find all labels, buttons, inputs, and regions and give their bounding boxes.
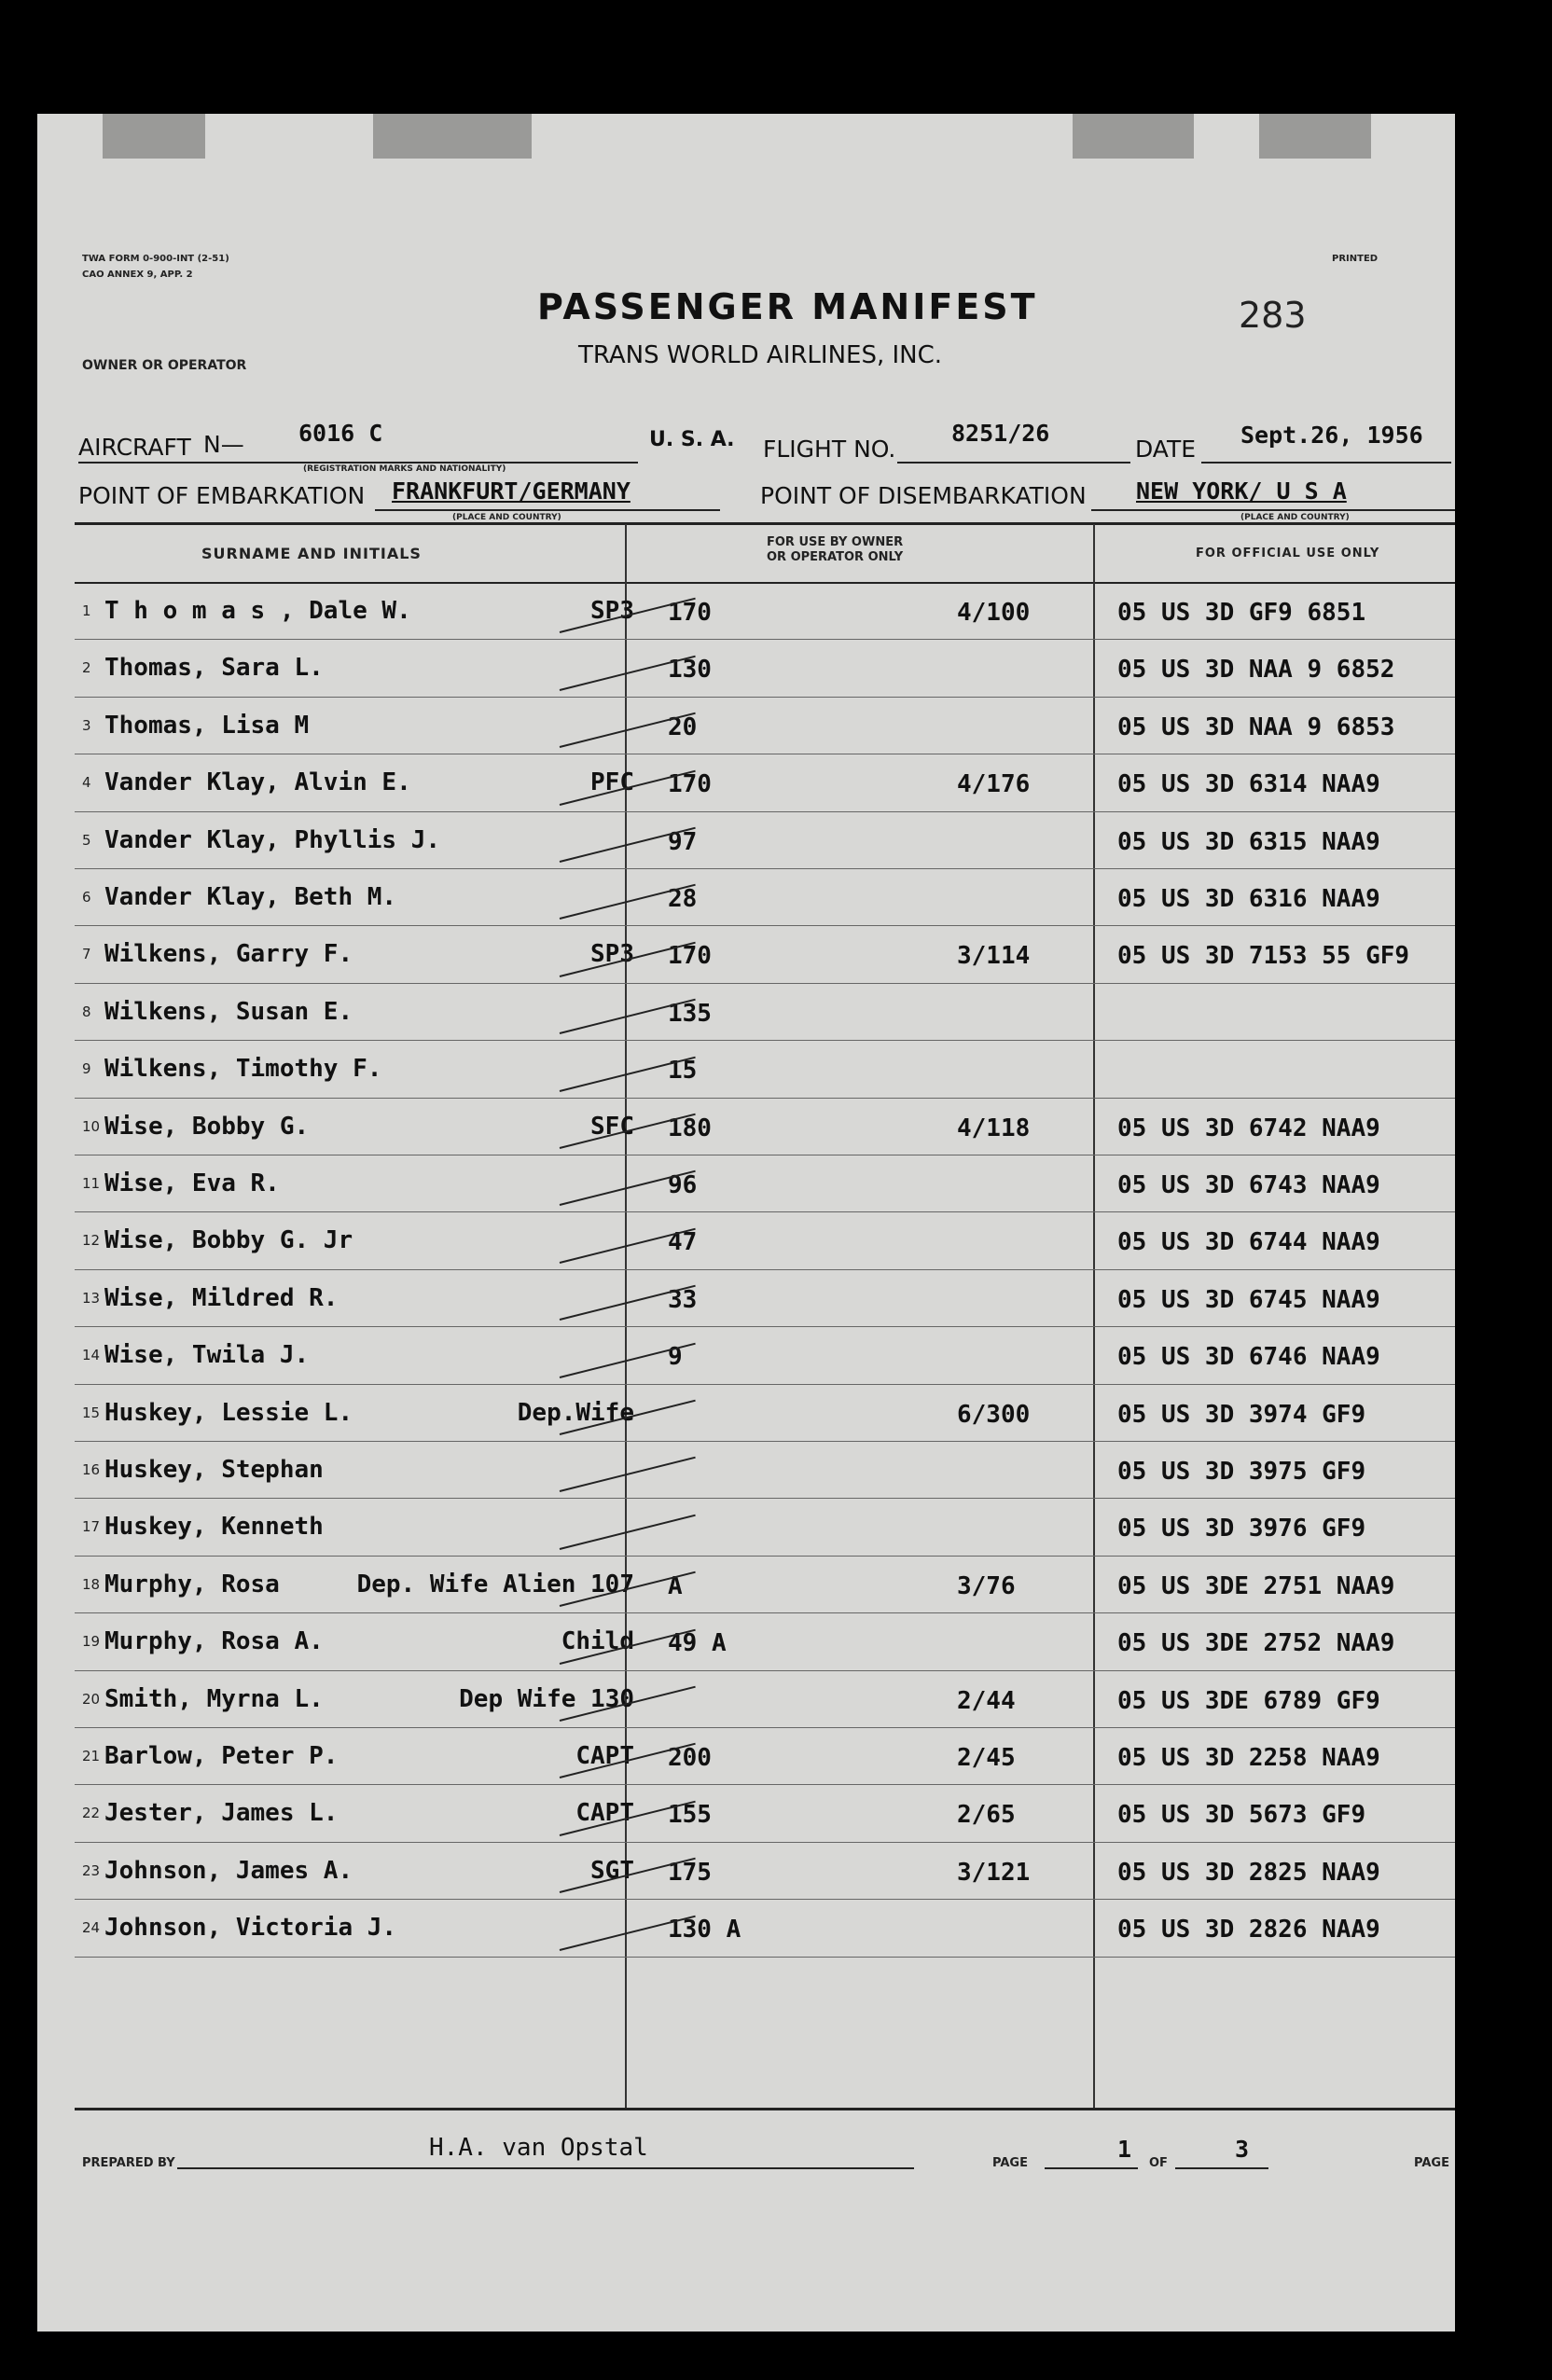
airline-name: TRANS WORLD AIRLINES, INC. xyxy=(578,341,943,369)
rule xyxy=(1175,2167,1268,2169)
embark-label: POINT OF EMBARKATION xyxy=(78,482,366,509)
row-number: 7 xyxy=(82,946,91,963)
passenger-name: Wilkens, Susan E. xyxy=(104,997,353,1026)
manifest-sheet xyxy=(37,114,1455,2332)
baggage: 4/118 xyxy=(957,1114,1031,1142)
row-number: 1 xyxy=(82,602,91,619)
row-rule xyxy=(75,1899,1455,1900)
passenger-name: Jester, James L. xyxy=(104,1799,339,1828)
table-row xyxy=(37,1273,1455,1330)
row-number: 21 xyxy=(82,1748,101,1764)
table-row xyxy=(37,1044,1455,1100)
official-code: 05 US 3D NAA 9 6852 xyxy=(1117,656,1395,685)
passenger-rank: Dep Wife 130 xyxy=(459,1684,634,1713)
row-rule xyxy=(75,1957,1455,1958)
rule xyxy=(78,462,638,464)
binding-tab xyxy=(373,114,532,159)
table-row xyxy=(37,1616,1455,1673)
disembark-caption: (PLACE AND COUNTRY) xyxy=(1240,513,1350,522)
date-value: Sept.26, 1956 xyxy=(1240,422,1423,449)
passenger-name: Wise, Bobby G. xyxy=(104,1112,310,1141)
passenger-name: Vander Klay, Phyllis J. xyxy=(104,825,441,854)
aircraft-prefix: N— xyxy=(203,431,244,458)
official-code: 05 US 3D 6742 NAA9 xyxy=(1117,1114,1380,1142)
col-name-header: SURNAME AND INITIALS xyxy=(201,545,422,562)
row-number: 11 xyxy=(82,1175,101,1192)
row-rule xyxy=(75,1098,1455,1099)
passenger-weight: 200 xyxy=(668,1744,712,1772)
passenger-rank: Dep.Wife xyxy=(517,1398,634,1427)
table-row xyxy=(37,643,1455,699)
baggage: 3/76 xyxy=(957,1571,1016,1600)
embark-caption: (PLACE AND COUNTRY) xyxy=(452,513,561,522)
passenger-weight: 170 xyxy=(668,770,712,799)
row-number: 2 xyxy=(82,659,91,677)
table-row xyxy=(37,1101,1455,1158)
passenger-rank: Dep. Wife Alien 107 xyxy=(356,1570,634,1598)
passenger-name: Wise, Twila J. xyxy=(104,1341,310,1370)
passenger-rank: CAPT xyxy=(575,1799,634,1828)
passenger-name: Wilkens, Timothy F. xyxy=(104,1055,382,1084)
official-code: 05 US 3D 2826 NAA9 xyxy=(1117,1916,1380,1944)
official-code: 05 US 3D 6745 NAA9 xyxy=(1117,1285,1380,1314)
passenger-weight: 20 xyxy=(668,713,698,741)
page-title: PASSENGER MANIFEST xyxy=(537,286,1038,327)
official-code: 05 US 3D 6315 NAA9 xyxy=(1117,827,1380,856)
official-code: 05 US 3DE 6789 GF9 xyxy=(1117,1686,1380,1715)
passenger-name: Murphy, Rosa xyxy=(104,1570,280,1598)
passenger-rank: SP3 xyxy=(590,597,634,625)
row-rule xyxy=(75,697,1455,698)
passenger-weight: 28 xyxy=(668,885,698,913)
table-row xyxy=(37,757,1455,814)
row-rule xyxy=(75,1441,1455,1442)
official-code: 05 US 3D 6744 NAA9 xyxy=(1117,1228,1380,1257)
of-value: 3 xyxy=(1235,2136,1250,2163)
table-bottom-rule xyxy=(75,2108,1455,2110)
table-row xyxy=(37,815,1455,872)
country-label: U. S. A. xyxy=(649,428,735,451)
passenger-name: Wise, Bobby G. Jr xyxy=(104,1226,353,1255)
table-row xyxy=(37,1731,1455,1788)
passenger-name: Huskey, Stephan xyxy=(104,1456,324,1484)
official-code: 05 US 3D 7153 55 GF9 xyxy=(1117,942,1410,971)
row-rule xyxy=(75,639,1455,640)
passenger-name: T h o m a s , Dale W. xyxy=(104,597,411,625)
passenger-rank: SGT xyxy=(590,1856,634,1885)
passenger-weight: 47 xyxy=(668,1228,698,1257)
embark-value: FRANKFURT/GERMANY xyxy=(392,477,630,505)
table-row xyxy=(37,700,1455,757)
passenger-weight: A xyxy=(668,1571,683,1600)
row-rule xyxy=(75,1269,1455,1270)
table-row xyxy=(37,1501,1455,1558)
baggage: 3/114 xyxy=(957,942,1031,971)
row-number: 9 xyxy=(82,1060,91,1078)
row-number: 8 xyxy=(82,1003,91,1020)
row-number: 15 xyxy=(82,1404,101,1421)
row-number: 19 xyxy=(82,1633,101,1651)
rule xyxy=(1091,509,1455,511)
baggage: 2/44 xyxy=(957,1686,1016,1715)
official-code: 05 US 3D 2258 NAA9 xyxy=(1117,1744,1380,1772)
prepared-label: PREPARED BY xyxy=(82,2156,175,2170)
passenger-name: Wise, Mildred R. xyxy=(104,1283,339,1312)
passenger-weight: 130 A xyxy=(668,1916,741,1944)
baggage: 3/121 xyxy=(957,1858,1031,1887)
baggage: 4/100 xyxy=(957,599,1031,627)
row-number: 20 xyxy=(82,1690,101,1708)
row-rule xyxy=(75,1040,1455,1041)
official-code: 05 US 3D 3974 GF9 xyxy=(1117,1400,1366,1429)
date-label: DATE xyxy=(1135,436,1197,463)
passenger-weight: 33 xyxy=(668,1285,698,1314)
row-number: 22 xyxy=(82,1805,101,1822)
registration-caption: (REGISTRATION MARKS AND NATIONALITY) xyxy=(303,464,506,474)
official-code: 05 US 3D 3975 GF9 xyxy=(1117,1458,1366,1486)
row-number: 17 xyxy=(82,1518,101,1536)
row-rule xyxy=(75,983,1455,984)
page-label-right: PAGE xyxy=(1414,2156,1449,2170)
row-rule xyxy=(75,1211,1455,1212)
row-rule xyxy=(75,1842,1455,1843)
passenger-name: Barlow, Peter P. xyxy=(104,1742,339,1770)
row-number: 5 xyxy=(82,831,91,849)
row-rule xyxy=(75,1384,1455,1385)
row-number: 23 xyxy=(82,1861,101,1879)
row-rule xyxy=(75,1498,1455,1499)
rule xyxy=(177,2167,914,2169)
passenger-weight: 170 xyxy=(668,599,712,627)
passenger-name: Murphy, Rosa A. xyxy=(104,1627,324,1656)
flight-value: 8251/26 xyxy=(951,420,1050,447)
official-code: 05 US 3D GF9 6851 xyxy=(1117,599,1366,627)
table-row xyxy=(37,929,1455,986)
table-row xyxy=(37,872,1455,929)
pen-check-mark xyxy=(560,1515,696,1550)
passenger-name: Smith, Myrna L. xyxy=(104,1684,324,1713)
table-row xyxy=(37,1674,1455,1731)
table-row xyxy=(37,1330,1455,1387)
row-number: 3 xyxy=(82,716,91,734)
passenger-rank: SFC xyxy=(590,1112,634,1141)
row-rule xyxy=(75,925,1455,926)
printed-label: PRINTED xyxy=(1332,254,1379,264)
passenger-rank: Child xyxy=(561,1627,634,1656)
table-row xyxy=(37,1788,1455,1845)
col-official-header: FOR OFFICIAL USE ONLY xyxy=(1196,547,1380,560)
passenger-name: Vander Klay, Alvin E. xyxy=(104,768,411,797)
aircraft-label: AIRCRAFT xyxy=(78,434,191,461)
rule xyxy=(1201,462,1451,464)
passenger-weight: 49 A xyxy=(668,1629,727,1658)
official-code: 05 US 3D 6743 NAA9 xyxy=(1117,1171,1380,1199)
passenger-name: Huskey, Lessie L. xyxy=(104,1398,353,1427)
passenger-weight: 9 xyxy=(668,1343,683,1372)
baggage: 6/300 xyxy=(957,1400,1031,1429)
passenger-weight: 130 xyxy=(668,656,712,685)
row-number: 13 xyxy=(82,1289,101,1307)
table-row xyxy=(37,1215,1455,1272)
row-number: 10 xyxy=(82,1117,101,1135)
passenger-rank: CAPT xyxy=(575,1742,634,1770)
row-number: 4 xyxy=(82,774,91,792)
disembark-label: POINT OF DISEMBARKATION xyxy=(760,482,1087,509)
form-annex: CAO ANNEX 9, APP. 2 xyxy=(82,270,193,280)
row-number: 6 xyxy=(82,889,91,906)
table-row xyxy=(37,586,1455,643)
passenger-rank: SP3 xyxy=(590,940,634,969)
table-row xyxy=(37,987,1455,1044)
page-value: 1 xyxy=(1117,2136,1132,2163)
table-row xyxy=(37,1903,1455,1959)
table-row xyxy=(37,1559,1455,1616)
table-row xyxy=(37,1158,1455,1215)
official-code: 05 US 3D 2825 NAA9 xyxy=(1117,1858,1380,1887)
binding-tab xyxy=(103,114,205,159)
table-row xyxy=(37,1445,1455,1501)
official-code: 05 US 3DE 2751 NAA9 xyxy=(1117,1571,1395,1600)
baggage: 4/176 xyxy=(957,770,1031,799)
official-code: 05 US 3D 6314 NAA9 xyxy=(1117,770,1380,799)
pen-check-mark xyxy=(560,1457,696,1492)
row-rule xyxy=(75,1727,1455,1728)
of-label: OF xyxy=(1149,2156,1168,2170)
row-number: 14 xyxy=(82,1347,101,1364)
form-id: TWA FORM 0-900-INT (2-51) xyxy=(82,254,229,264)
row-rule xyxy=(75,1784,1455,1785)
passenger-name: Johnson, James A. xyxy=(104,1856,353,1885)
prepared-value: H.A. van Opstal xyxy=(429,2134,648,2162)
rule xyxy=(375,509,720,511)
disembark-value: NEW YORK/ U S A xyxy=(1136,477,1347,505)
official-code: 05 US 3D 6316 NAA9 xyxy=(1117,885,1380,913)
passenger-weight: 96 xyxy=(668,1171,698,1199)
passenger-name: Wilkens, Garry F. xyxy=(104,940,353,969)
binding-tab xyxy=(1073,114,1194,159)
table-row xyxy=(37,1388,1455,1445)
table-top-rule xyxy=(75,522,1455,525)
passenger-name: Vander Klay, Beth M. xyxy=(104,883,397,911)
row-number: 24 xyxy=(82,1919,101,1937)
official-code: 05 US 3D 6746 NAA9 xyxy=(1117,1343,1380,1372)
rule xyxy=(897,462,1130,464)
table-row xyxy=(37,1846,1455,1903)
binding-tab xyxy=(1259,114,1371,159)
owner-label: OWNER OR OPERATOR xyxy=(82,358,247,373)
passenger-name: Johnson, Victoria J. xyxy=(104,1914,397,1943)
flight-label: FLIGHT NO. xyxy=(763,436,896,463)
official-code: 05 US 3DE 2752 NAA9 xyxy=(1117,1629,1395,1658)
passenger-weight: 180 xyxy=(668,1114,712,1142)
rule xyxy=(1045,2167,1138,2169)
row-number: 16 xyxy=(82,1461,101,1478)
passenger-weight: 170 xyxy=(668,942,712,971)
row-rule xyxy=(75,811,1455,812)
passenger-weight: 155 xyxy=(668,1801,712,1830)
passenger-rank: PFC xyxy=(590,768,634,797)
page-label: PAGE xyxy=(992,2156,1028,2170)
header-bottom-rule xyxy=(75,582,1455,584)
row-rule xyxy=(75,868,1455,869)
baggage: 2/45 xyxy=(957,1744,1016,1772)
row-rule xyxy=(75,1612,1455,1613)
passenger-name: Thomas, Lisa M xyxy=(104,711,310,740)
col-owner-header: FOR USE BY OWNER OR OPERATOR ONLY xyxy=(767,535,904,564)
passenger-weight: 175 xyxy=(668,1858,712,1887)
passenger-weight: 97 xyxy=(668,827,698,856)
page-stamp: 283 xyxy=(1239,295,1307,336)
passenger-weight: 15 xyxy=(668,1057,698,1086)
row-number: 12 xyxy=(82,1232,101,1250)
baggage: 2/65 xyxy=(957,1801,1016,1830)
passenger-weight: 135 xyxy=(668,999,712,1028)
row-rule xyxy=(75,1556,1455,1557)
official-code: 05 US 3D NAA 9 6853 xyxy=(1117,713,1395,741)
row-rule xyxy=(75,1326,1455,1327)
row-rule xyxy=(75,1670,1455,1671)
passenger-name: Huskey, Kenneth xyxy=(104,1513,324,1542)
row-number: 18 xyxy=(82,1575,101,1593)
passenger-name: Thomas, Sara L. xyxy=(104,654,324,683)
official-code: 05 US 3D 3976 GF9 xyxy=(1117,1515,1366,1543)
aircraft-value: 6016 C xyxy=(298,420,383,447)
official-code: 05 US 3D 5673 GF9 xyxy=(1117,1801,1366,1830)
passenger-name: Wise, Eva R. xyxy=(104,1169,280,1197)
